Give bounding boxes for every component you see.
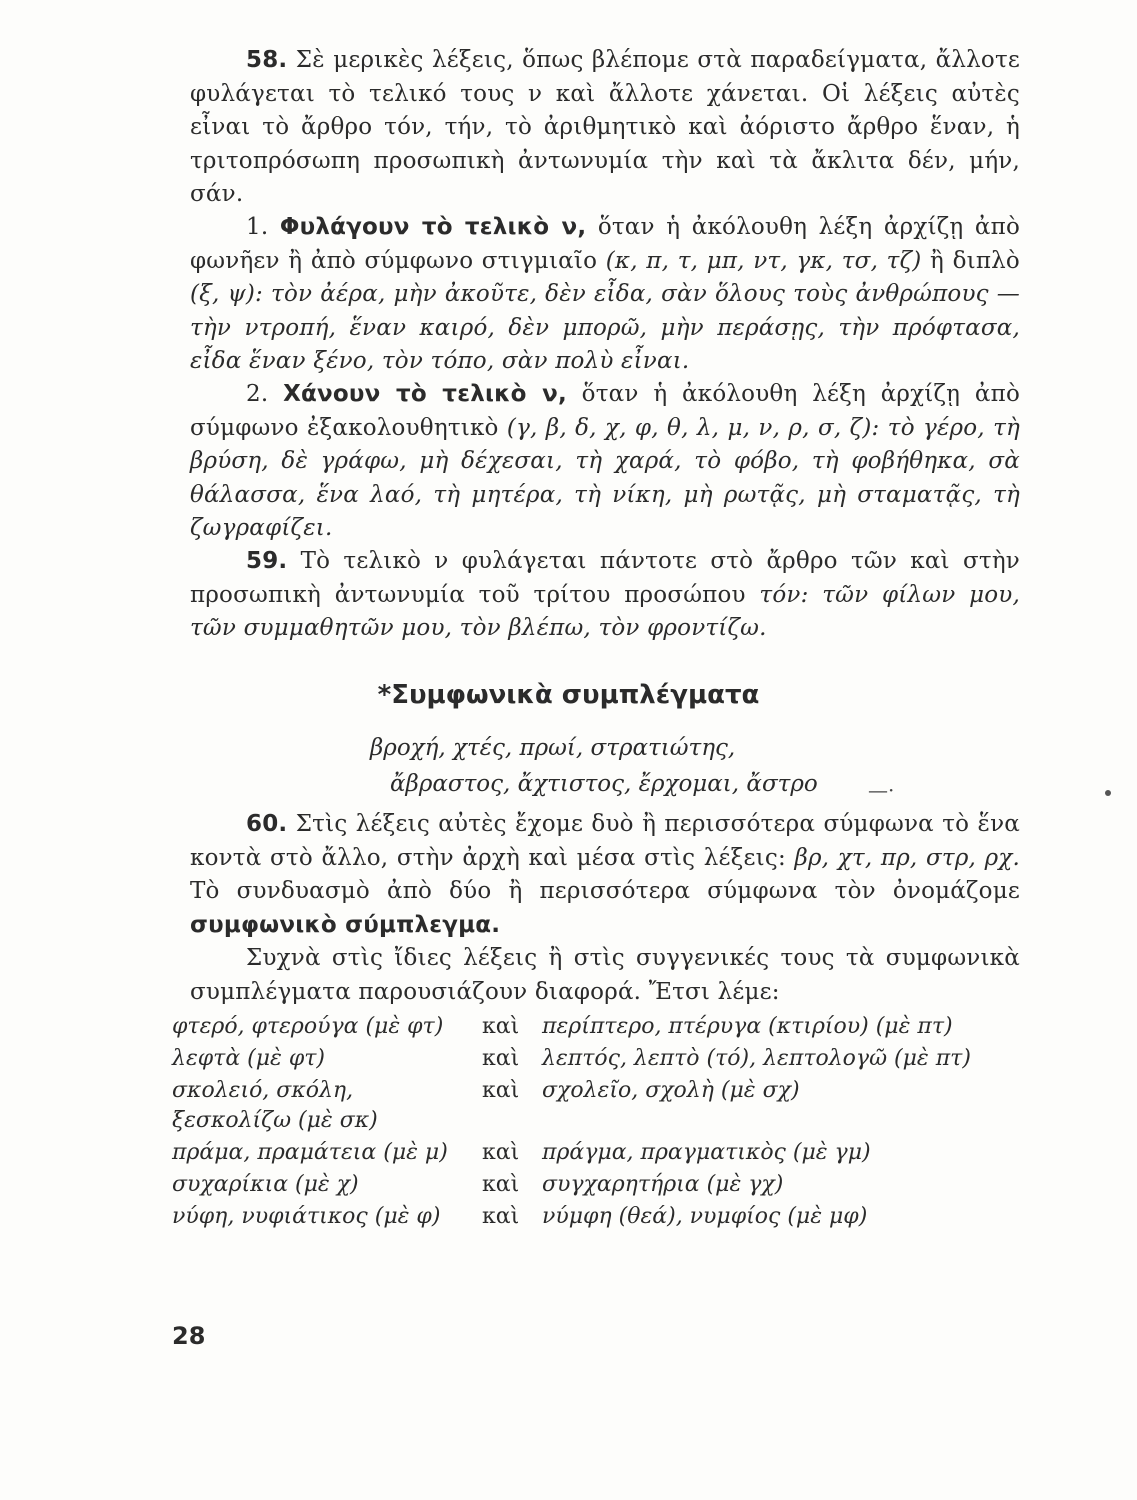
table-cell-left: λεφτὰ (μὲ φτ) bbox=[172, 1046, 326, 1071]
paragraph-number: 58. bbox=[246, 47, 288, 73]
stray-dash-mark: —· bbox=[868, 778, 895, 802]
table-cell-left: φτερό, φτερούγα (μὲ φτ) bbox=[172, 1014, 444, 1039]
table-cell-and: καὶ bbox=[482, 1014, 520, 1039]
letter-list-double: (ξ, ψ): bbox=[190, 281, 263, 307]
table-cell-and: καὶ bbox=[482, 1140, 520, 1165]
table-row bbox=[172, 1138, 1022, 1168]
table-row bbox=[172, 1170, 1022, 1200]
table-row bbox=[172, 1012, 1022, 1042]
rule-text: ὅταν ἡ ἀκόλουθη λέξη ἀρχίζῃ ἀπὸ φωνῆεν ἢ ἀπὸ σύμφωνο στιγμιαῖο bbox=[190, 214, 1020, 274]
paragraph-text: Συχνὰ στὶς ἴδιες λέξεις ἢ στὶς συγγενικές τους τὰ συμφωνικὰ συμπλέγματα παρουσιάζουν διαφορά. Ἔτσι λέμε: bbox=[190, 945, 1020, 1005]
paragraph-text: Στὶς λέξεις αὐτὲς ἔχομε δυὸ ἢ περισσότερα σύμφωνα τὸ ἕνα κοντὰ στὸ ἄλλο, στὴν ἀρχὴ καὶ μέσα στὶς λέξεις: bbox=[190, 811, 1020, 871]
table-cell-right: περίπτερο, πτέρυγα (κτιρίου) (μὲ πτ) bbox=[542, 1014, 953, 1039]
paragraph-59 bbox=[190, 545, 1020, 646]
item-number: 1. bbox=[246, 214, 269, 240]
letter-list: (γ, β, δ, χ, φ, θ, λ, μ, ν, ρ, σ, ζ): bbox=[506, 414, 880, 441]
table-row bbox=[172, 1076, 1022, 1136]
letter-list: (κ, π, τ, μπ, ντ, γκ, τσ, τζ) bbox=[605, 247, 922, 274]
table-cell-left: νύφη, νυφιάτικος (μὲ φ) bbox=[172, 1204, 441, 1229]
table-row bbox=[172, 1044, 1022, 1074]
table-cell-right: σχολεῖο, σχολὴ (μὲ σχ) bbox=[542, 1078, 800, 1103]
item-number: 2. bbox=[246, 381, 269, 407]
paragraph-text-2: Τὸ συνδυασμὸ ἀπὸ δύο ἢ περισσότερα σύμφωνα τὸν ὀνομάζομε bbox=[190, 878, 1020, 904]
table-row bbox=[172, 1202, 1022, 1232]
examples: τὸ γέρο, τὴ βρύση, δὲ γράφω, μὴ δέχεσαι, τὴ χαρά, τὸ φόβο, τὴ φοβήθηκα, σὰ θάλασσα, ἕνα λαό, τὴ μητέρα, τὴ νίκη, μὴ ρωτᾷς, μὴ σταματᾷς, τὴ ζωγραφίζει. bbox=[190, 414, 1021, 541]
letter-list: βρ, χτ, πρ, στρ, ρχ. bbox=[794, 844, 1020, 871]
table-cell-and: καὶ bbox=[482, 1172, 520, 1197]
table-cell-and: καὶ bbox=[482, 1046, 520, 1071]
examples: τόν: τῶν φίλων μου, τῶν συμμαθητῶν μου, τὸν βλέπω, τὸν φροντίζω. bbox=[190, 581, 1020, 641]
paragraph-58-1 bbox=[190, 211, 1020, 379]
paragraph-number: 60. bbox=[246, 811, 288, 837]
example-line: ἄβραστος, ἄχτιστος, ἔρχομαι, ἄστρο bbox=[390, 771, 818, 797]
paragraph-58 bbox=[190, 44, 1020, 212]
paragraph-60b bbox=[190, 942, 1020, 1009]
table-cell-and: καὶ bbox=[482, 1204, 520, 1229]
examples: τὸν ἀέρα, μὴν ἀκοῦτε, δὲν εἶδα, σὰν ὅλους τοὺς ἀνθρώπους — τὴν ντροπή, ἕναν καιρό, δὲν μπορῶ, μὴν περάσῃς, τὴν πρόφτασα, εἶδα ἕναν ξένο, τὸν τόπο, σὰν πολὺ εἶναι. bbox=[190, 281, 1020, 374]
paragraph-text: Σὲ μερικὲς λέξεις, ὅπως βλέπομε στὰ παραδείγματα, ἄλλοτε φυλάγεται τὸ τελικό τους ν καὶ ἄλλοτε χάνεται. Οἱ λέξεις αὐτὲς εἶναι τὸ ἄρθρο τόν, τήν, τὸ ἀριθμητικὸ καὶ ἀόριστο ἄρθρο ἕναν, ἡ τριτοπρόσωπη προσωπικὴ ἀντωνυμία τὴν καὶ τὰ ἄκλιτα δέν, μήν, σάν. bbox=[190, 47, 1020, 207]
paragraph-58-2 bbox=[190, 378, 1020, 546]
example-block bbox=[370, 730, 930, 802]
table-cell-right: πράγμα, πραγματικὸς (μὲ γμ) bbox=[542, 1140, 871, 1165]
table-cell-right: νύμφη (θεά), νυμφίος (μὲ μφ) bbox=[542, 1204, 868, 1229]
rule-title: Χάνουν τὸ τελικὸ ν, bbox=[283, 381, 567, 407]
table-cell-left: πράμα, πραμάτεια (μὲ μ) bbox=[172, 1140, 448, 1165]
table-cell-left: σκολειό, σκόλη, ξεσκολίζω (μὲ σκ) bbox=[172, 1078, 378, 1133]
term-bold: συμφωνικὸ σύμπλεγμα. bbox=[190, 911, 501, 938]
table-cell-left: συχαρίκια (μὲ χ) bbox=[172, 1172, 359, 1197]
paragraph-text: Τὸ τελικὸ ν φυλάγεται πάντοτε στὸ ἄρθρο τῶν καὶ στὴν προσωπικὴ ἀντωνυμία τοῦ τρίτου προσώπου bbox=[190, 548, 1020, 608]
stray-dot-mark bbox=[1105, 790, 1111, 796]
table-cell-and: καὶ bbox=[482, 1078, 520, 1103]
comparison-table bbox=[172, 1012, 1022, 1234]
rule-text-mid: ἢ διπλὸ bbox=[930, 247, 1020, 274]
table-cell-right: συγχαρητήρια (μὲ γχ) bbox=[542, 1172, 784, 1197]
example-line: βροχή, χτές, πρωί, στρατιώτης, bbox=[370, 735, 736, 761]
section-heading: *Συμφωνικὰ συμπλέγματα bbox=[377, 680, 760, 710]
rule-title: Φυλάγουν τὸ τελικὸ ν, bbox=[279, 214, 587, 240]
rule-text: ὅταν ἡ ἀκόλουθη λέξη ἀρχίζῃ ἀπὸ σύμφωνο ἐξακολουθητικὸ bbox=[190, 381, 1020, 441]
paragraph-60 bbox=[190, 808, 1020, 942]
paragraph-number: 59. bbox=[246, 548, 288, 574]
table-cell-right: λεπτός, λεπτὸ (τό), λεπτολογῶ (μὲ πτ) bbox=[542, 1046, 971, 1071]
page-number: 28 bbox=[172, 1322, 206, 1350]
